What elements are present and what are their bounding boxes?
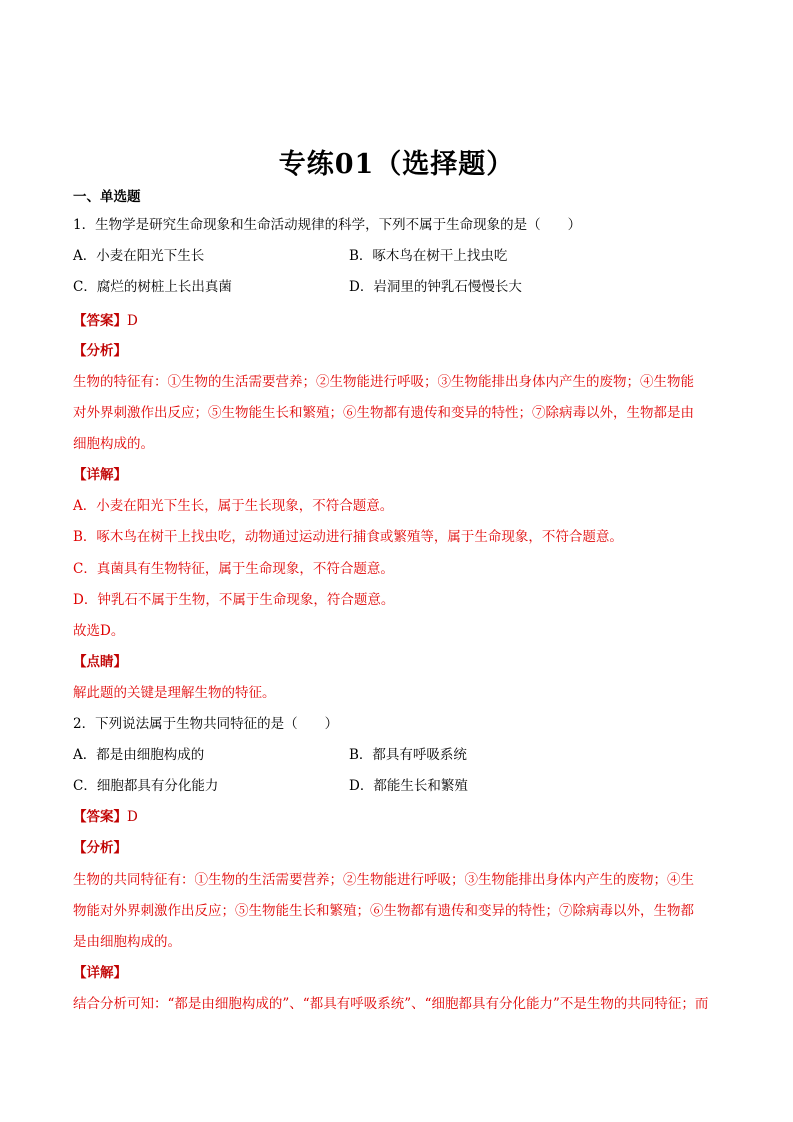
q2-analysis-line: 生物的共同特征有：①生物的生活需要营养；②生物能进行呼吸；③生物能排出身体内产生的废物；④生 bbox=[73, 872, 694, 888]
q1-detail-tag: 【详解】 bbox=[73, 467, 127, 483]
q1-option-d: D．岩洞里的钟乳石慢慢长大 bbox=[349, 279, 522, 295]
q2-option-a: A．都是由细胞构成的 bbox=[73, 747, 205, 763]
q1-answer-tag: 【答案】 bbox=[73, 313, 127, 329]
q1-option-b: B．啄木鸟在树干上找虫吃 bbox=[349, 248, 508, 264]
q1-comment-text: 解此题的关键是理解生物的特征。 bbox=[73, 685, 276, 701]
q2-analysis-line: 物能对外界刺激作出反应；⑤生物能生长和繁殖；⑥生物都有遗传和变异的特性；⑦除病毒以外，生物都 bbox=[73, 903, 694, 919]
q2-option-c: C．细胞都具有分化能力 bbox=[73, 778, 219, 794]
q2-detail-tag: 【详解】 bbox=[73, 965, 127, 981]
q1-analysis-tag: 【分析】 bbox=[73, 343, 127, 359]
q1-answer bbox=[73, 312, 138, 330]
q1-comment-tag: 【点睛】 bbox=[73, 654, 127, 670]
q1-conclusion: 故选D。 bbox=[73, 623, 125, 639]
q2-analysis-tag: 【分析】 bbox=[73, 840, 127, 856]
q1-detail-line: C．真菌具有生物特征，属于生命现象，不符合题意。 bbox=[73, 561, 394, 577]
q2-answer-value: D bbox=[127, 809, 138, 825]
q2-option-d: D．都能生长和繁殖 bbox=[349, 778, 468, 794]
q2-detail-line: 结合分析可知：“都是由细胞构成的”、“都具有呼吸系统”、“细胞都具有分化能力”不是生物的共同特征；而 bbox=[73, 996, 709, 1012]
section-heading: 一、单选题 bbox=[73, 189, 141, 205]
q2-answer bbox=[73, 808, 138, 826]
q1-detail-line: D．钟乳石不属于生物，不属于生命现象，符合题意。 bbox=[73, 592, 395, 608]
q1-detail-line: A．小麦在阳光下生长，属于生长现象，不符合题意。 bbox=[73, 498, 394, 514]
q1-detail-line: B．啄木鸟在树干上找虫吃，动物通过运动进行捕食或繁殖等，属于生命现象，不符合题意。 bbox=[73, 529, 623, 545]
q2-stem: 2．下列说法属于生物共同特征的是（ ） bbox=[73, 716, 339, 732]
q2-analysis-line: 是由细胞构成的。 bbox=[73, 934, 181, 950]
q2-answer-tag: 【答案】 bbox=[73, 809, 127, 825]
q1-analysis-line: 细胞构成的。 bbox=[73, 436, 154, 452]
q1-answer-value: D bbox=[127, 313, 138, 329]
q1-option-a: A．小麦在阳光下生长 bbox=[73, 248, 205, 264]
q1-stem: 1．生物学是研究生命现象和生命活动规律的科学，下列不属于生命现象的是（ ） bbox=[73, 217, 582, 233]
q2-option-b: B．都具有呼吸系统 bbox=[349, 747, 467, 763]
q1-analysis-line: 生物的特征有：①生物的生活需要营养；②生物能进行呼吸；③生物能排出身体内产生的废物；④生物能 bbox=[73, 374, 694, 390]
q1-option-c: C．腐烂的树桩上长出真菌 bbox=[73, 279, 232, 295]
q1-analysis-line: 对外界刺激作出反应；⑤生物能生长和繁殖；⑥生物都有遗传和变异的特性；⑦除病毒以外，生物都是由 bbox=[73, 405, 694, 421]
page-title: 专练01（选择题） bbox=[278, 149, 515, 180]
